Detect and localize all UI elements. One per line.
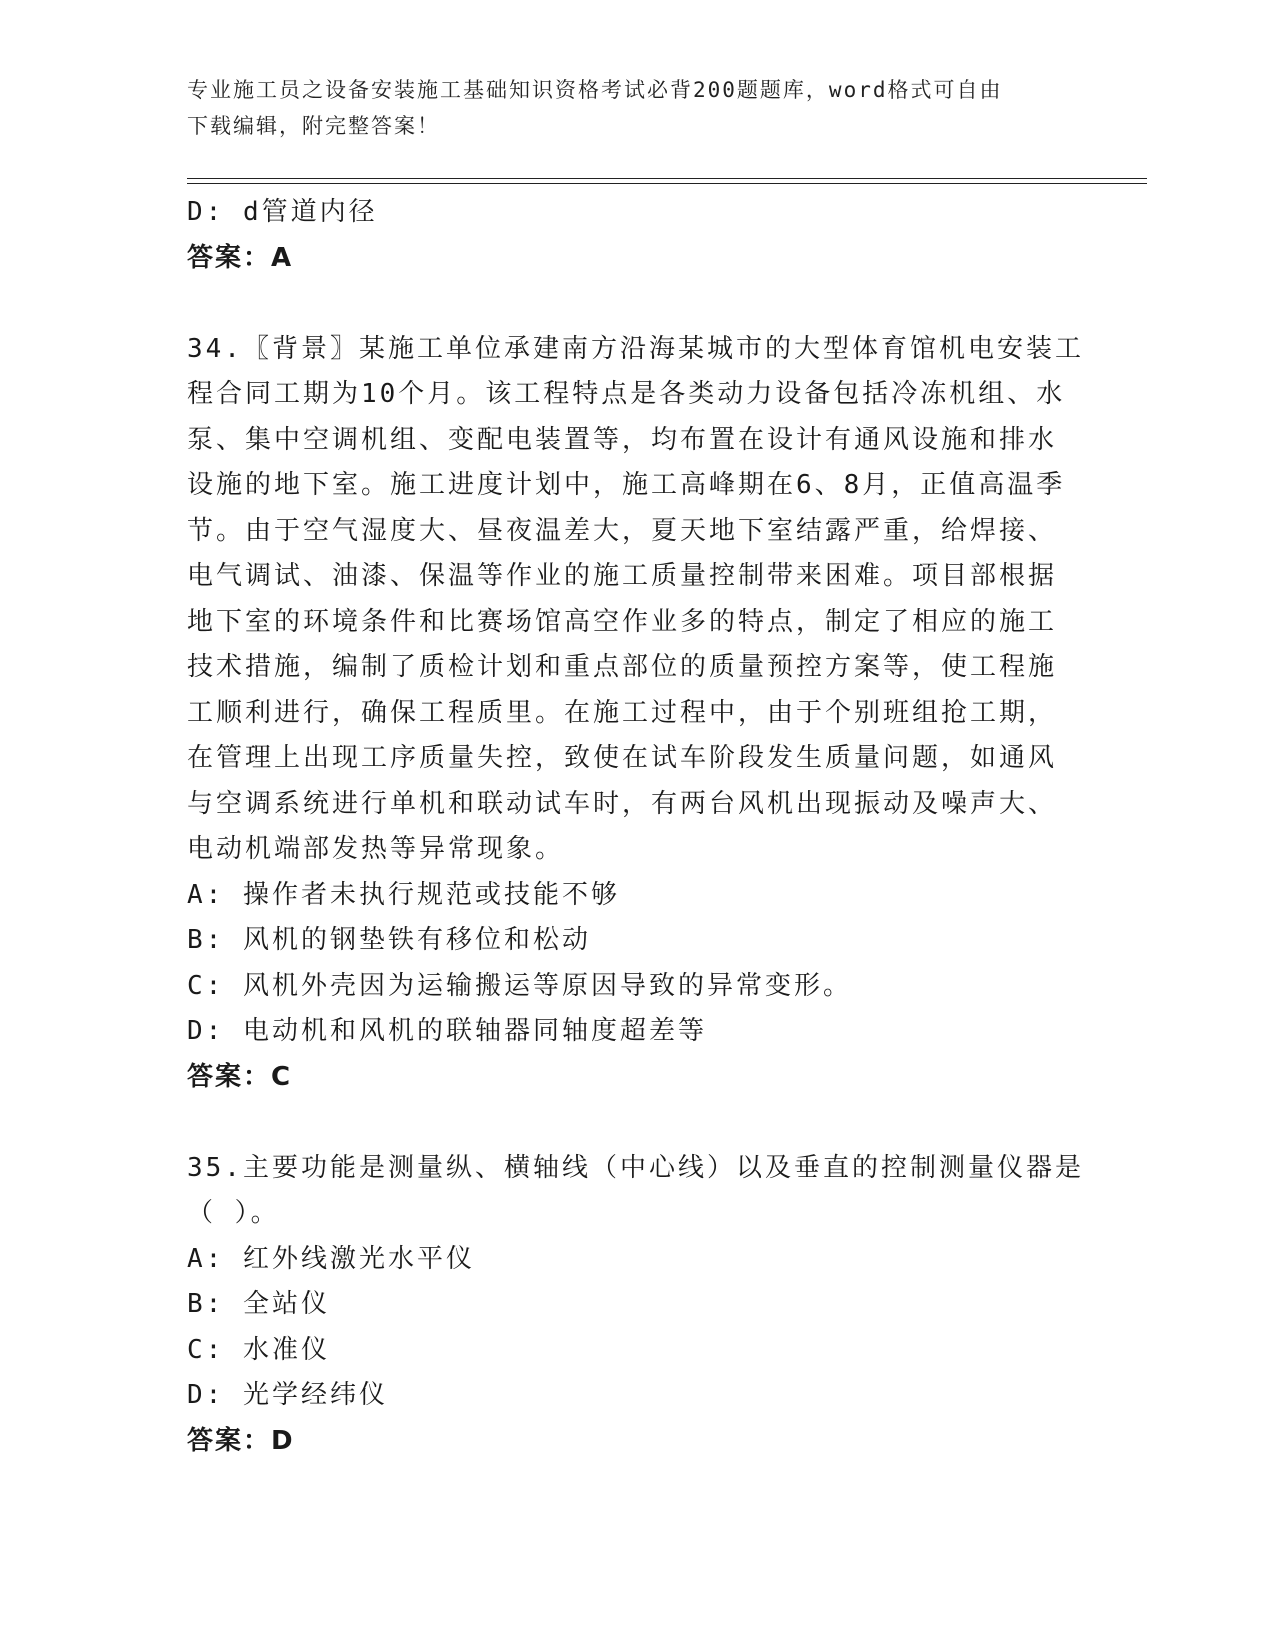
header-rule-top: [187, 178, 1147, 179]
answer-line: 答案：D: [187, 1425, 295, 1456]
option-a: A: 红外线激光水平仪: [187, 1243, 475, 1274]
stem-line: 在管理上出现工序质量失控，致使在试车阶段发生质量问题，如通风: [187, 743, 1058, 773]
stem-line: 34.〖背景〗某施工单位承建南方沿海某城市的大型体育馆机电安装工: [187, 333, 1084, 364]
option-c: C: 风机外壳因为运输搬运等原因导致的异常变形。: [187, 970, 852, 1001]
stem-line: 35.主要功能是测量纵、横轴线（中心线）以及垂直的控制测量仪器是: [187, 1152, 1084, 1183]
header-line-2: 下载编辑，附完整答案！: [187, 114, 440, 138]
stem-line: 电气调试、油漆、保温等作业的施工质量控制带来困难。项目部根据: [187, 561, 1058, 591]
stem-line: 电动机端部发热等异常现象。: [187, 834, 565, 864]
stem-line: 技术措施，编制了质检计划和重点部位的质量预控方案等，使工程施: [187, 652, 1058, 682]
page-header: [187, 72, 1087, 144]
spacer: [187, 281, 1087, 327]
document-body: [187, 190, 1087, 1464]
stem-line: 节。由于空气湿度大、昼夜温差大，夏天地下室结露严重，给焊接、: [187, 515, 1058, 546]
stem-line: 工顺利进行，确保工程质里。在施工过程中，由于个别班组抢工期，: [187, 697, 1058, 728]
stem-line: 地下室的环境条件和比赛场馆高空作业多的特点，制定了相应的施工: [187, 606, 1058, 637]
question-35: [187, 1146, 1087, 1465]
option-b: B: 全站仪: [187, 1289, 330, 1319]
question-stem: [187, 1146, 1087, 1237]
stem-line: 泵、集中空调机组、变配电装置等，均布置在设计有通风设施和排水: [187, 424, 1058, 455]
prev-question-tail: [187, 190, 1087, 281]
option-b: B: 风机的钢垫铁有移位和松动: [187, 925, 591, 955]
stem-line: （ ）。: [187, 1198, 280, 1228]
answer-line: 答案：A: [187, 242, 294, 273]
header-line-1: 专业施工员之设备安装施工基础知识资格考试必背200题题库，word格式可自由: [187, 78, 1003, 102]
question-stem: [187, 327, 1087, 873]
stem-line: 程合同工期为10个月。该工程特点是各类动力设备包括冷冻机组、水: [187, 379, 1066, 409]
question-34: [187, 327, 1087, 1101]
spacer: [187, 1100, 1087, 1146]
option-d: D: 电动机和风机的联轴器同轴度超差等: [187, 1016, 707, 1046]
option-d: D: d管道内径: [187, 197, 378, 227]
stem-line: 与空调系统进行单机和联动试车时，有两台风机出现振动及噪声大、: [187, 788, 1058, 819]
option-d: D: 光学经纬仪: [187, 1380, 388, 1410]
header-rule-bottom: [187, 183, 1147, 184]
stem-line: 设施的地下室。施工进度计划中，施工高峰期在6、8月，正值高温季: [187, 470, 1066, 500]
option-c: C: 水准仪: [187, 1334, 330, 1365]
option-a: A: 操作者未执行规范或技能不够: [187, 879, 620, 910]
answer-line: 答案：C: [187, 1061, 293, 1092]
